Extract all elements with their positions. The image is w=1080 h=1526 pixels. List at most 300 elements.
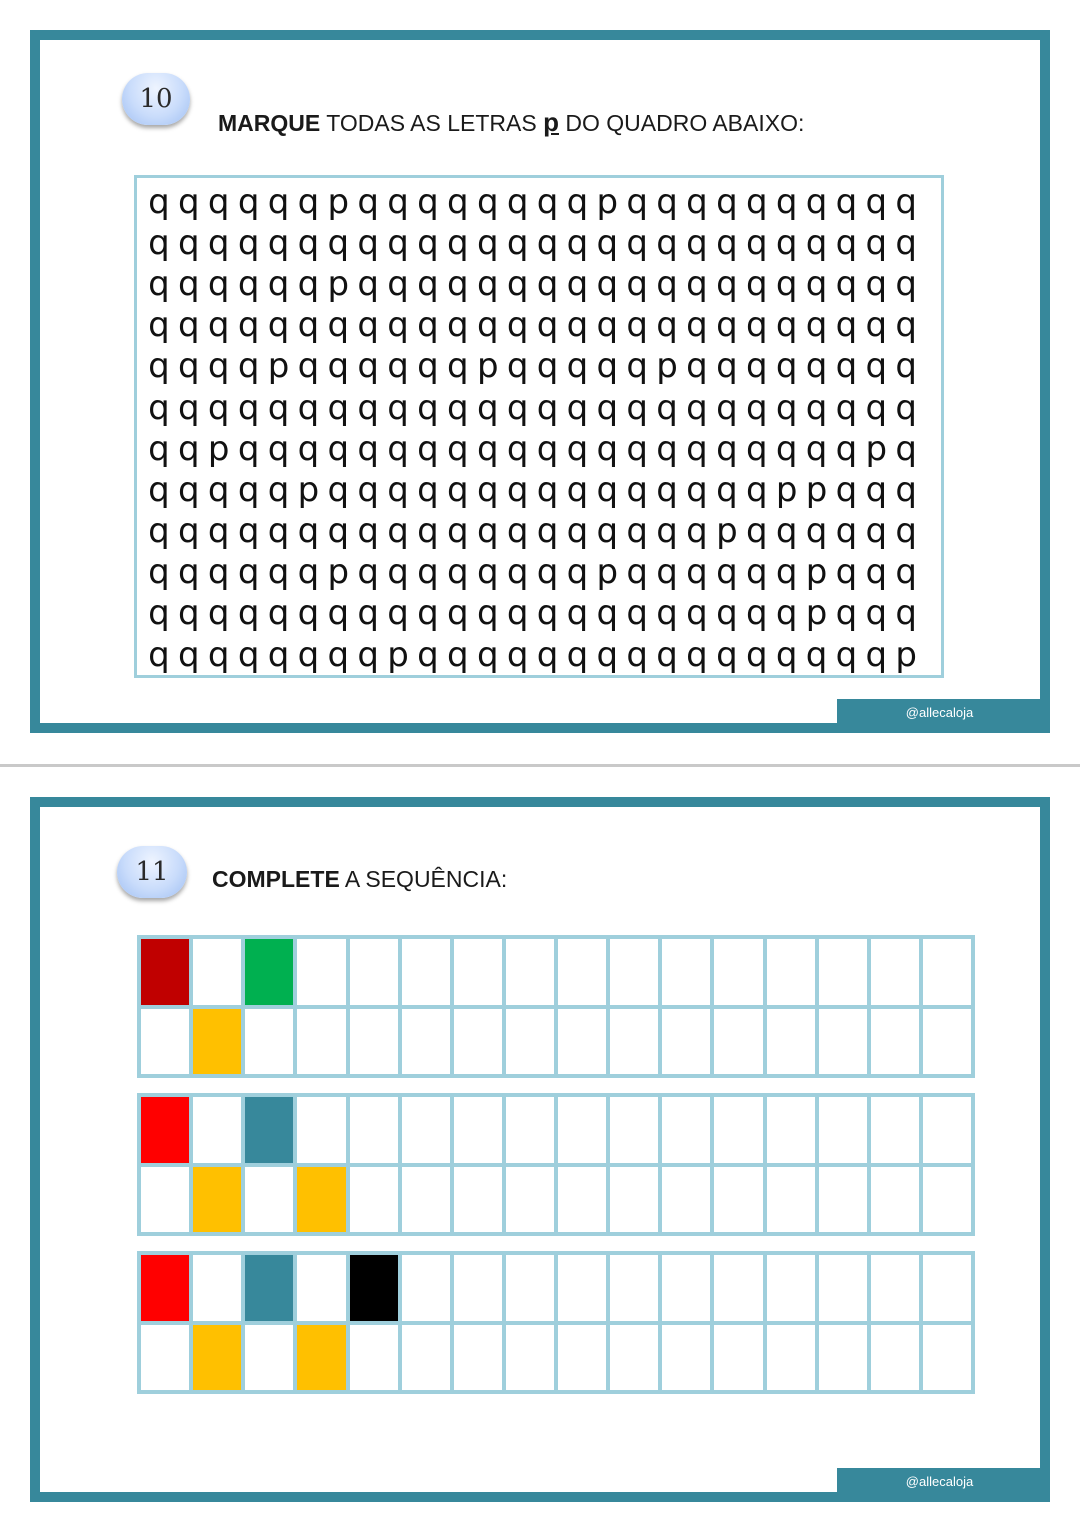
letter-q[interactable]: q: [207, 222, 230, 263]
letter-p[interactable]: p: [716, 511, 738, 552]
letter-q[interactable]: q: [805, 222, 828, 263]
letter-q[interactable]: q: [626, 305, 648, 346]
empty-cell[interactable]: [454, 1009, 502, 1075]
letter-q[interactable]: q: [745, 181, 768, 222]
empty-cell[interactable]: [402, 1097, 450, 1163]
letter-q[interactable]: q: [178, 181, 200, 222]
letter-q[interactable]: q: [178, 593, 200, 634]
letter-q[interactable]: q: [506, 469, 529, 510]
empty-cell[interactable]: [454, 1325, 502, 1391]
letter-q[interactable]: q: [596, 305, 619, 346]
empty-cell[interactable]: [610, 1009, 658, 1075]
letter-q[interactable]: q: [178, 305, 200, 346]
empty-cell[interactable]: [558, 1325, 606, 1391]
letter-q[interactable]: q: [148, 634, 170, 675]
letter-q[interactable]: q: [566, 552, 589, 593]
letter-q[interactable]: q: [237, 511, 260, 552]
empty-cell[interactable]: [819, 1255, 867, 1321]
letter-q[interactable]: q: [835, 263, 858, 304]
colored-cell[interactable]: [141, 939, 189, 1005]
letter-q[interactable]: q: [267, 593, 290, 634]
empty-cell[interactable]: [871, 939, 919, 1005]
letter-q[interactable]: q: [207, 305, 230, 346]
letter-q[interactable]: q: [447, 263, 469, 304]
letter-q[interactable]: q: [835, 346, 858, 387]
letter-q[interactable]: q: [835, 181, 858, 222]
letter-q[interactable]: q: [536, 428, 559, 469]
empty-cell[interactable]: [402, 939, 450, 1005]
letter-q[interactable]: q: [417, 305, 439, 346]
letter-q[interactable]: q: [596, 634, 619, 675]
empty-cell[interactable]: [350, 1097, 398, 1163]
letter-q[interactable]: q: [775, 428, 798, 469]
letter-q[interactable]: q: [805, 346, 828, 387]
letter-q[interactable]: q: [237, 346, 260, 387]
letter-q[interactable]: q: [447, 511, 469, 552]
letter-q[interactable]: q: [716, 181, 738, 222]
letter-q[interactable]: q: [207, 181, 230, 222]
letter-q[interactable]: q: [596, 511, 619, 552]
letter-q[interactable]: q: [417, 263, 439, 304]
letter-q[interactable]: q: [596, 263, 619, 304]
empty-cell[interactable]: [819, 1097, 867, 1163]
letter-q[interactable]: q: [297, 552, 320, 593]
letter-q[interactable]: q: [447, 634, 469, 675]
empty-cell[interactable]: [662, 1009, 710, 1075]
letter-q[interactable]: q: [895, 469, 917, 510]
letter-q[interactable]: q: [506, 428, 529, 469]
letter-q[interactable]: q: [417, 346, 439, 387]
empty-cell[interactable]: [454, 1097, 502, 1163]
letter-q[interactable]: q: [506, 263, 529, 304]
letter-q[interactable]: q: [686, 593, 708, 634]
letter-q[interactable]: q: [297, 346, 320, 387]
letter-q[interactable]: q: [237, 263, 260, 304]
empty-cell[interactable]: [193, 939, 241, 1005]
letter-q[interactable]: q: [506, 511, 529, 552]
letter-q[interactable]: q: [536, 469, 559, 510]
letter-q[interactable]: q: [895, 305, 917, 346]
empty-cell[interactable]: [923, 1167, 971, 1233]
letter-q[interactable]: q: [207, 552, 230, 593]
letter-q[interactable]: q: [387, 346, 409, 387]
letter-q[interactable]: q: [536, 511, 559, 552]
letter-q[interactable]: q: [327, 346, 350, 387]
empty-cell[interactable]: [923, 1325, 971, 1391]
letter-q[interactable]: q: [835, 305, 858, 346]
empty-cell[interactable]: [402, 1009, 450, 1075]
letter-q[interactable]: q: [835, 634, 858, 675]
letter-q[interactable]: q: [656, 428, 678, 469]
letter-q[interactable]: q: [745, 552, 768, 593]
letter-q[interactable]: q: [417, 634, 439, 675]
letter-q[interactable]: q: [297, 181, 320, 222]
letter-q[interactable]: q: [775, 511, 798, 552]
empty-cell[interactable]: [767, 1009, 815, 1075]
empty-cell[interactable]: [662, 1167, 710, 1233]
letter-q[interactable]: q: [895, 552, 917, 593]
letter-q[interactable]: q: [745, 428, 768, 469]
letter-q[interactable]: q: [357, 428, 379, 469]
letter-q[interactable]: q: [686, 181, 708, 222]
empty-cell[interactable]: [141, 1167, 189, 1233]
letter-q[interactable]: q: [207, 387, 230, 428]
letter-q[interactable]: q: [626, 634, 648, 675]
letter-q[interactable]: q: [207, 346, 230, 387]
letter-q[interactable]: q: [626, 222, 648, 263]
empty-cell[interactable]: [819, 1325, 867, 1391]
letter-q[interactable]: q: [447, 387, 469, 428]
letter-q[interactable]: q: [566, 222, 589, 263]
empty-cell[interactable]: [714, 1097, 762, 1163]
letter-q[interactable]: q: [327, 387, 350, 428]
letter-q[interactable]: q: [476, 387, 499, 428]
letter-q[interactable]: q: [536, 387, 559, 428]
empty-cell[interactable]: [923, 939, 971, 1005]
letter-q[interactable]: q: [686, 222, 708, 263]
letter-q[interactable]: q: [476, 222, 499, 263]
letter-q[interactable]: q: [178, 346, 200, 387]
letter-q[interactable]: q: [417, 387, 439, 428]
letter-q[interactable]: q: [716, 593, 738, 634]
letter-q[interactable]: q: [895, 511, 917, 552]
letter-q[interactable]: q: [447, 346, 469, 387]
letter-q[interactable]: q: [716, 263, 738, 304]
empty-cell[interactable]: [610, 1167, 658, 1233]
letter-q[interactable]: q: [207, 263, 230, 304]
letter-q[interactable]: q: [327, 634, 350, 675]
letter-q[interactable]: q: [865, 346, 888, 387]
letter-q[interactable]: q: [775, 305, 798, 346]
letter-q[interactable]: q: [895, 346, 917, 387]
letter-q[interactable]: q: [626, 346, 648, 387]
letter-p[interactable]: p: [387, 634, 409, 675]
letter-q[interactable]: q: [148, 181, 170, 222]
letter-q[interactable]: q: [536, 222, 559, 263]
letter-q[interactable]: q: [357, 263, 379, 304]
empty-cell[interactable]: [350, 1325, 398, 1391]
letter-p[interactable]: p: [805, 552, 828, 593]
empty-cell[interactable]: [714, 1167, 762, 1233]
letter-q[interactable]: q: [626, 552, 648, 593]
letter-q[interactable]: q: [536, 346, 559, 387]
letter-q[interactable]: q: [387, 428, 409, 469]
letter-q[interactable]: q: [357, 511, 379, 552]
letter-q[interactable]: q: [566, 469, 589, 510]
letter-q[interactable]: q: [716, 387, 738, 428]
letter-p[interactable]: p: [596, 181, 619, 222]
letter-q[interactable]: q: [476, 634, 499, 675]
letter-q[interactable]: q: [716, 222, 738, 263]
letter-q[interactable]: q: [566, 263, 589, 304]
letter-q[interactable]: q: [237, 634, 260, 675]
letter-p[interactable]: p: [596, 552, 619, 593]
letter-q[interactable]: q: [417, 593, 439, 634]
letter-p[interactable]: p: [476, 346, 499, 387]
letter-q[interactable]: q: [357, 593, 379, 634]
letter-q[interactable]: q: [775, 181, 798, 222]
letter-q[interactable]: q: [148, 593, 170, 634]
empty-cell[interactable]: [506, 1325, 554, 1391]
empty-cell[interactable]: [297, 1255, 345, 1321]
letter-q[interactable]: q: [865, 593, 888, 634]
letter-q[interactable]: q: [447, 305, 469, 346]
empty-cell[interactable]: [819, 939, 867, 1005]
empty-cell[interactable]: [402, 1255, 450, 1321]
empty-cell[interactable]: [297, 1009, 345, 1075]
letter-q[interactable]: q: [327, 593, 350, 634]
letter-q[interactable]: q: [596, 387, 619, 428]
letter-q[interactable]: q: [148, 387, 170, 428]
empty-cell[interactable]: [767, 939, 815, 1005]
empty-cell[interactable]: [871, 1255, 919, 1321]
empty-cell[interactable]: [662, 939, 710, 1005]
letter-q[interactable]: q: [775, 552, 798, 593]
letter-p[interactable]: p: [327, 263, 350, 304]
letter-q[interactable]: q: [835, 552, 858, 593]
letter-q[interactable]: q: [895, 387, 917, 428]
letter-q[interactable]: q: [387, 222, 409, 263]
empty-cell[interactable]: [714, 939, 762, 1005]
letter-p[interactable]: p: [895, 634, 917, 675]
empty-cell[interactable]: [923, 1009, 971, 1075]
letter-q[interactable]: q: [566, 511, 589, 552]
empty-cell[interactable]: [558, 1009, 606, 1075]
letter-q[interactable]: q: [745, 511, 768, 552]
letter-q[interactable]: q: [178, 552, 200, 593]
letter-q[interactable]: q: [297, 511, 320, 552]
letter-q[interactable]: q: [327, 305, 350, 346]
letter-q[interactable]: q: [686, 346, 708, 387]
letter-q[interactable]: q: [148, 263, 170, 304]
empty-cell[interactable]: [141, 1325, 189, 1391]
letter-q[interactable]: q: [297, 305, 320, 346]
letter-q[interactable]: q: [775, 346, 798, 387]
letter-q[interactable]: q: [656, 593, 678, 634]
letter-q[interactable]: q: [387, 181, 409, 222]
empty-cell[interactable]: [610, 1097, 658, 1163]
letter-q[interactable]: q: [536, 593, 559, 634]
letter-q[interactable]: q: [447, 552, 469, 593]
letter-q[interactable]: q: [148, 511, 170, 552]
letter-q[interactable]: q: [387, 305, 409, 346]
letter-q[interactable]: q: [686, 469, 708, 510]
letter-q[interactable]: q: [357, 346, 379, 387]
letter-q[interactable]: q: [626, 387, 648, 428]
letter-q[interactable]: q: [895, 593, 917, 634]
letter-q[interactable]: q: [805, 181, 828, 222]
letter-q[interactable]: q: [805, 263, 828, 304]
letter-q[interactable]: q: [357, 222, 379, 263]
letter-q[interactable]: q: [626, 181, 648, 222]
empty-cell[interactable]: [193, 1097, 241, 1163]
letter-q[interactable]: q: [686, 552, 708, 593]
letter-q[interactable]: q: [775, 263, 798, 304]
letter-q[interactable]: q: [506, 593, 529, 634]
letter-p[interactable]: p: [775, 469, 798, 510]
letter-q[interactable]: q: [566, 346, 589, 387]
letter-q[interactable]: q: [745, 387, 768, 428]
letter-q[interactable]: q: [835, 511, 858, 552]
letter-q[interactable]: q: [775, 222, 798, 263]
letter-q[interactable]: q: [506, 305, 529, 346]
letter-q[interactable]: q: [417, 552, 439, 593]
empty-cell[interactable]: [923, 1097, 971, 1163]
letter-q[interactable]: q: [686, 387, 708, 428]
letter-q[interactable]: q: [387, 469, 409, 510]
letter-q[interactable]: q: [267, 263, 290, 304]
letter-q[interactable]: q: [237, 387, 260, 428]
letter-q[interactable]: q: [596, 346, 619, 387]
letter-q[interactable]: q: [895, 222, 917, 263]
letter-q[interactable]: q: [387, 511, 409, 552]
letter-q[interactable]: q: [417, 469, 439, 510]
letter-q[interactable]: q: [506, 552, 529, 593]
letter-q[interactable]: q: [267, 428, 290, 469]
colored-cell[interactable]: [245, 939, 293, 1005]
letter-q[interactable]: q: [417, 222, 439, 263]
letter-q[interactable]: q: [536, 263, 559, 304]
empty-cell[interactable]: [610, 1255, 658, 1321]
empty-cell[interactable]: [245, 1009, 293, 1075]
empty-cell[interactable]: [558, 939, 606, 1005]
letter-q[interactable]: q: [357, 305, 379, 346]
letter-q[interactable]: q: [476, 428, 499, 469]
colored-cell[interactable]: [245, 1097, 293, 1163]
letter-q[interactable]: q: [267, 634, 290, 675]
letter-q[interactable]: q: [566, 181, 589, 222]
letter-q[interactable]: q: [686, 511, 708, 552]
colored-cell[interactable]: [141, 1255, 189, 1321]
letter-q[interactable]: q: [447, 593, 469, 634]
empty-cell[interactable]: [871, 1167, 919, 1233]
letter-q[interactable]: q: [626, 469, 648, 510]
empty-cell[interactable]: [819, 1009, 867, 1075]
empty-cell[interactable]: [350, 1167, 398, 1233]
empty-cell[interactable]: [714, 1325, 762, 1391]
colored-cell[interactable]: [193, 1325, 241, 1391]
empty-cell[interactable]: [871, 1009, 919, 1075]
letter-q[interactable]: q: [387, 387, 409, 428]
empty-cell[interactable]: [714, 1009, 762, 1075]
letter-q[interactable]: q: [327, 511, 350, 552]
letter-p[interactable]: p: [207, 428, 230, 469]
letter-q[interactable]: q: [716, 634, 738, 675]
letter-q[interactable]: q: [476, 305, 499, 346]
letter-q[interactable]: q: [895, 181, 917, 222]
empty-cell[interactable]: [610, 1325, 658, 1391]
letter-q[interactable]: q: [895, 263, 917, 304]
letter-q[interactable]: q: [447, 469, 469, 510]
empty-cell[interactable]: [350, 1009, 398, 1075]
letter-q[interactable]: q: [536, 552, 559, 593]
empty-cell[interactable]: [871, 1097, 919, 1163]
letter-q[interactable]: q: [476, 181, 499, 222]
letter-p[interactable]: p: [297, 469, 320, 510]
letter-q[interactable]: q: [267, 511, 290, 552]
letter-q[interactable]: q: [835, 222, 858, 263]
letter-q[interactable]: q: [357, 387, 379, 428]
letter-q[interactable]: q: [297, 593, 320, 634]
letter-q[interactable]: q: [775, 634, 798, 675]
letter-q[interactable]: q: [417, 181, 439, 222]
letter-q[interactable]: q: [775, 593, 798, 634]
letter-q[interactable]: q: [656, 181, 678, 222]
letter-q[interactable]: q: [506, 222, 529, 263]
letter-p[interactable]: p: [327, 181, 350, 222]
letter-q[interactable]: q: [865, 263, 888, 304]
letter-q[interactable]: q: [357, 469, 379, 510]
letter-q[interactable]: q: [148, 552, 170, 593]
empty-cell[interactable]: [767, 1325, 815, 1391]
empty-cell[interactable]: [767, 1097, 815, 1163]
letter-p[interactable]: p: [805, 593, 828, 634]
letter-q[interactable]: q: [447, 428, 469, 469]
empty-cell[interactable]: [297, 1097, 345, 1163]
letter-p[interactable]: p: [865, 428, 888, 469]
letter-q[interactable]: q: [596, 428, 619, 469]
letter-q[interactable]: q: [476, 469, 499, 510]
letter-q[interactable]: q: [865, 469, 888, 510]
empty-cell[interactable]: [767, 1167, 815, 1233]
empty-cell[interactable]: [819, 1167, 867, 1233]
letter-q[interactable]: q: [686, 305, 708, 346]
empty-cell[interactable]: [558, 1167, 606, 1233]
letter-q[interactable]: q: [267, 387, 290, 428]
letter-q[interactable]: q: [476, 593, 499, 634]
letter-q[interactable]: q: [237, 181, 260, 222]
letter-q[interactable]: q: [297, 387, 320, 428]
empty-cell[interactable]: [923, 1255, 971, 1321]
letter-q[interactable]: q: [805, 634, 828, 675]
empty-cell[interactable]: [767, 1255, 815, 1321]
letter-q[interactable]: q: [656, 511, 678, 552]
letter-q[interactable]: q: [566, 428, 589, 469]
empty-cell[interactable]: [506, 1255, 554, 1321]
letter-q[interactable]: q: [656, 634, 678, 675]
letter-q[interactable]: q: [805, 428, 828, 469]
letter-q[interactable]: q: [178, 469, 200, 510]
letter-q[interactable]: q: [686, 634, 708, 675]
letter-q[interactable]: q: [327, 428, 350, 469]
letter-q[interactable]: q: [178, 428, 200, 469]
empty-cell[interactable]: [454, 939, 502, 1005]
empty-cell[interactable]: [193, 1255, 241, 1321]
letter-q[interactable]: q: [267, 552, 290, 593]
letter-q[interactable]: q: [207, 511, 230, 552]
letter-q[interactable]: q: [387, 552, 409, 593]
letter-q[interactable]: q: [596, 222, 619, 263]
letter-p[interactable]: p: [327, 552, 350, 593]
colored-cell[interactable]: [297, 1325, 345, 1391]
empty-cell[interactable]: [714, 1255, 762, 1321]
empty-cell[interactable]: [245, 1325, 293, 1391]
empty-cell[interactable]: [454, 1167, 502, 1233]
letter-q[interactable]: q: [417, 511, 439, 552]
letter-q[interactable]: q: [745, 634, 768, 675]
letter-q[interactable]: q: [865, 181, 888, 222]
letter-q[interactable]: q: [237, 305, 260, 346]
letter-q[interactable]: q: [626, 428, 648, 469]
letter-q[interactable]: q: [566, 387, 589, 428]
letter-q[interactable]: q: [775, 387, 798, 428]
letter-q[interactable]: q: [716, 305, 738, 346]
letter-q[interactable]: q: [745, 346, 768, 387]
letter-q[interactable]: q: [895, 428, 917, 469]
empty-cell[interactable]: [506, 939, 554, 1005]
empty-cell[interactable]: [350, 939, 398, 1005]
letter-q[interactable]: q: [357, 181, 379, 222]
